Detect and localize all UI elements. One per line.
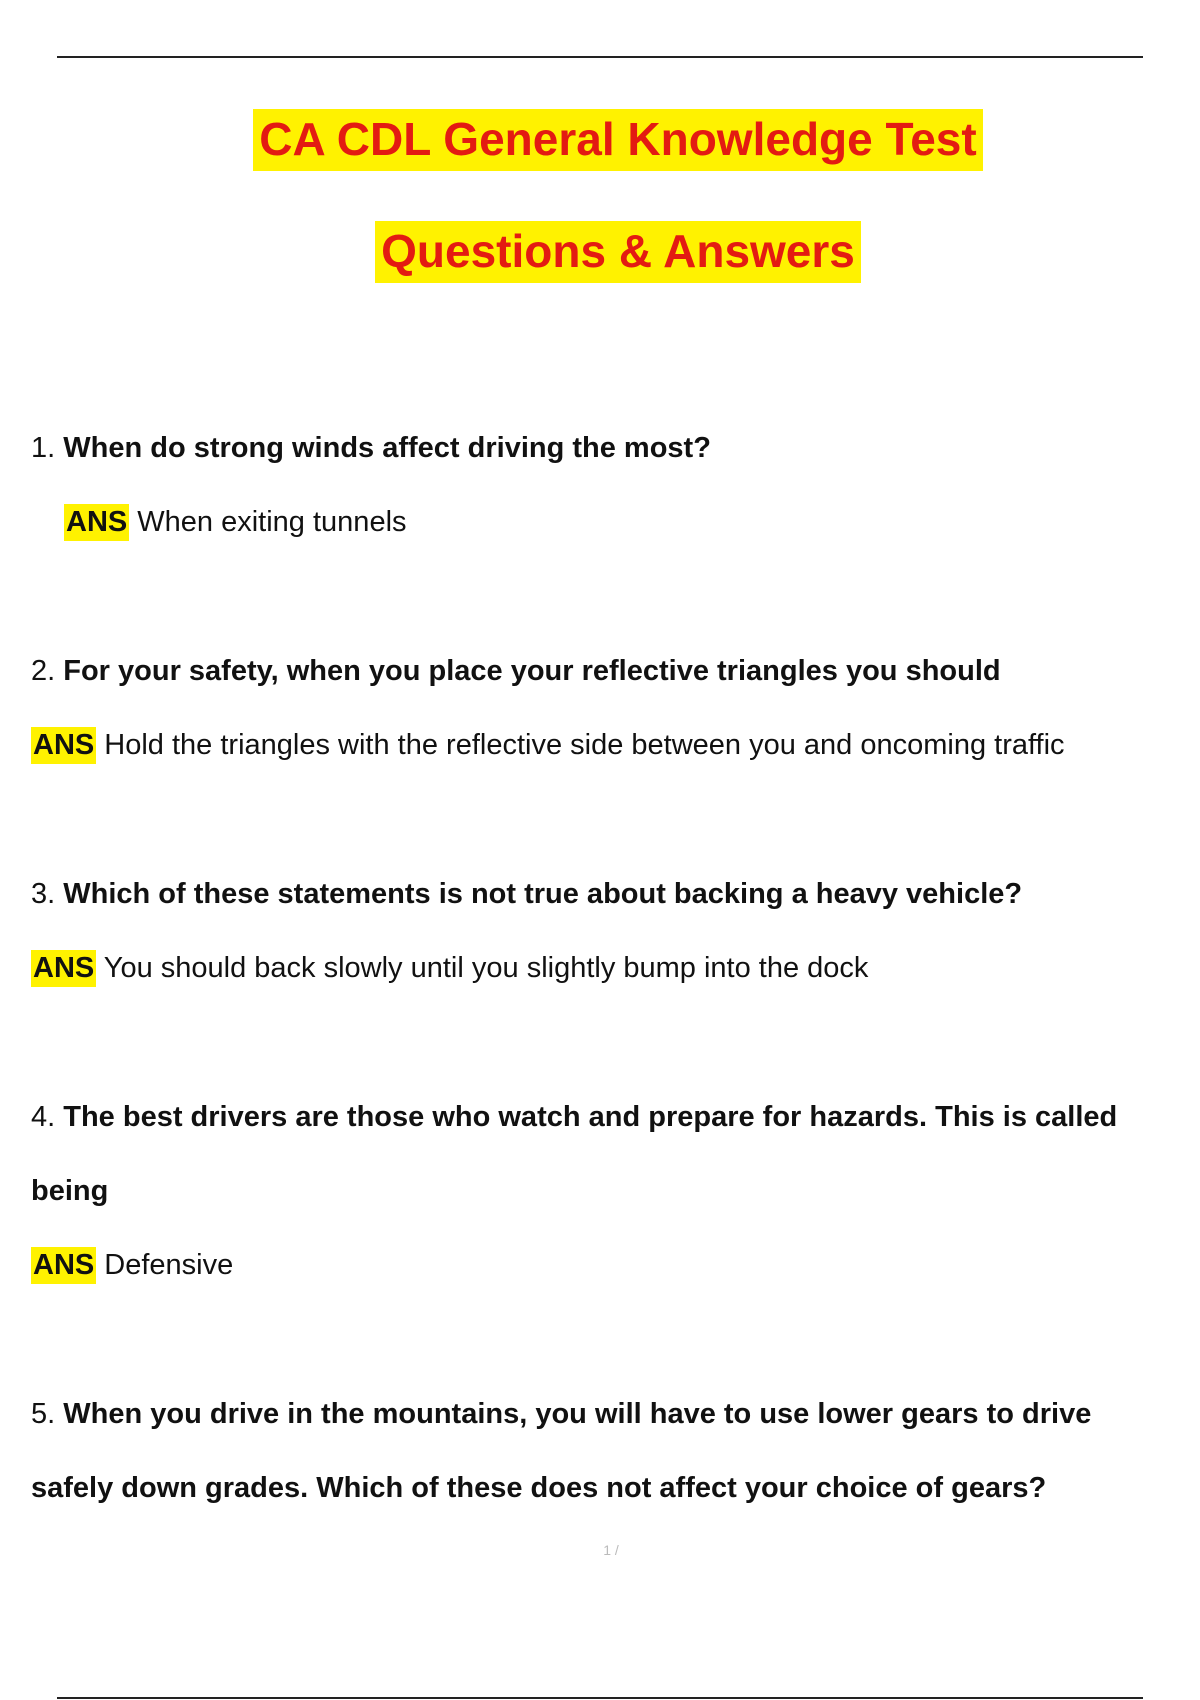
answer-1 [64, 508, 407, 537]
question-4 [31, 1103, 1117, 1132]
answer-2-text: Hold the triangles with the reflective side between you and oncoming traffic [104, 729, 1065, 761]
question-2-text: For your safety, when you place your reflective triangles you should [63, 655, 1001, 687]
question-4-number: 4. [31, 1101, 56, 1133]
question-4-continued [31, 1177, 108, 1206]
question-3-number: 3. [31, 878, 56, 910]
bottom-rule [57, 1697, 1143, 1699]
question-4-text-line-2: being [31, 1175, 109, 1207]
question-5 [31, 1400, 1091, 1429]
top-rule [57, 56, 1143, 58]
answer-3-tag: ANS [31, 950, 96, 987]
answer-3-text: You should back slowly until you slightly bump into the dock [103, 952, 869, 984]
answer-2-tag: ANS [31, 727, 96, 764]
question-2 [31, 657, 1001, 686]
answer-4-text: Defensive [104, 1249, 234, 1281]
title-text-1: CA CDL General Knowledge Test [253, 109, 982, 171]
page-number: 1 / [603, 1542, 619, 1558]
answer-4 [31, 1251, 233, 1280]
question-5-continued [31, 1474, 1046, 1503]
question-3-text: Which of these statements is not true about backing a heavy vehicle? [63, 878, 1023, 910]
question-4-text-line-1: The best drivers are those who watch and prepare for hazards. This is called [63, 1101, 1118, 1133]
question-1 [31, 434, 711, 463]
question-5-text-line-1: When you drive in the mountains, you will have to use lower gears to drive [63, 1398, 1092, 1430]
title-line-2 [0, 225, 1200, 277]
answer-1-text: When exiting tunnels [137, 506, 407, 538]
answer-1-tag: ANS [64, 504, 129, 541]
answer-4-tag: ANS [31, 1247, 96, 1284]
title-text-2: Questions & Answers [375, 221, 861, 283]
question-3 [31, 880, 1022, 909]
question-5-number: 5. [31, 1398, 56, 1430]
question-1-text: When do strong winds affect driving the most? [63, 432, 711, 464]
answer-2 [31, 731, 1065, 760]
question-5-text-line-2: safely down grades. Which of these does not affect your choice of gears? [31, 1472, 1047, 1504]
answer-3 [31, 954, 868, 983]
question-1-number: 1. [31, 432, 56, 464]
title-line-1 [0, 113, 1200, 165]
question-2-number: 2. [31, 655, 56, 687]
